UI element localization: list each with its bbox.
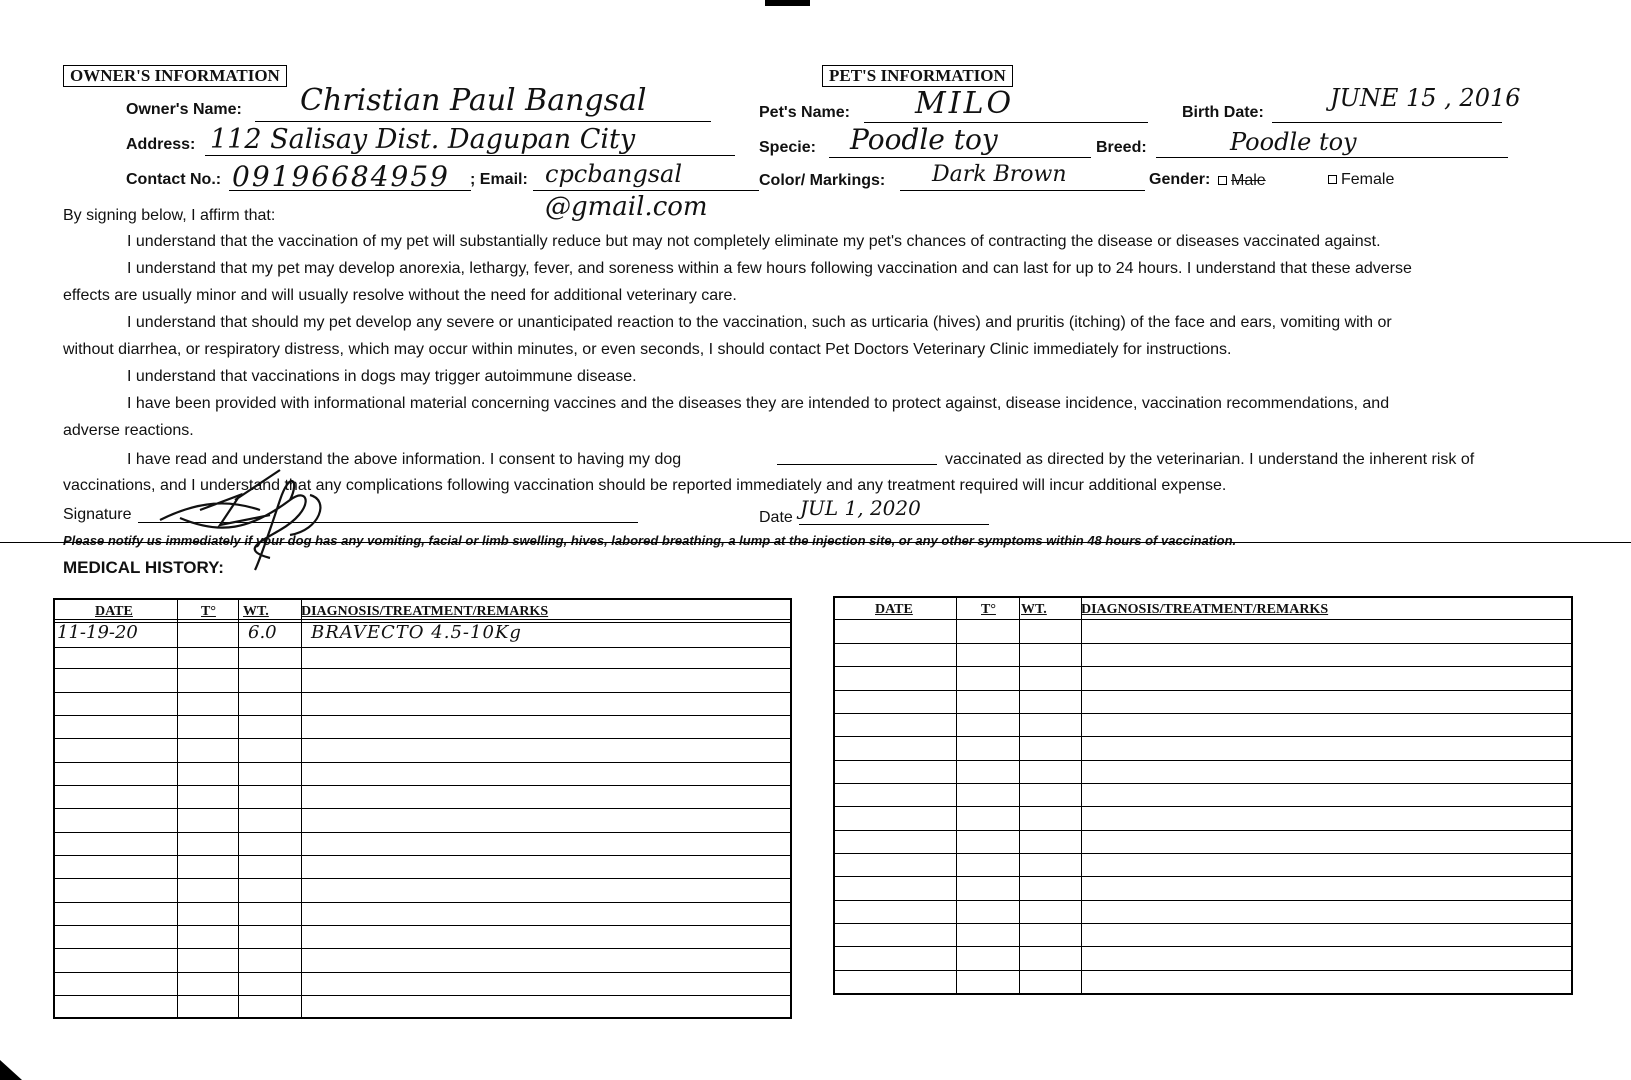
contact-label: Contact No.: — [126, 171, 222, 188]
gender-label: Gender: — [1149, 171, 1211, 188]
col-temp-right: T° — [981, 602, 996, 617]
row1-remarks: BRAVECTO 4.5-10Kg — [311, 622, 522, 643]
breed-value: Poodle toy — [1230, 128, 1357, 156]
affirm-p2b: effects are usually minor and will usually resolve without the need for additional veterinary care. — [63, 287, 737, 304]
color-line — [900, 190, 1145, 191]
male-label: Male — [1231, 172, 1266, 189]
scan-artifact — [0, 1060, 22, 1080]
notice-text: Please notify us immediately if your dog has any vomiting, facial or limb swelling, hives, labored breathing, a lump at the injection site, or any other symptoms within 48 hours of vaccination. — [63, 533, 1237, 548]
color-label: Color/ Markings: — [759, 172, 886, 189]
owner-name-line — [255, 121, 711, 122]
female-checkbox-icon — [1328, 175, 1337, 184]
affirm-intro: By signing below, I affirm that: — [63, 207, 276, 224]
owner-heading: OWNER'S INFORMATION — [63, 65, 287, 87]
scan-artifact — [765, 0, 810, 6]
contact-value: 09196684959 — [232, 160, 450, 193]
col-temp: T° — [201, 604, 216, 619]
pet-name-value: MILO — [915, 86, 1015, 121]
medical-history-heading: MEDICAL HISTORY: — [63, 558, 224, 577]
col-remarks: DIAGNOSIS/TREATMENT/REMARKS — [301, 604, 549, 619]
email-value-2: @gmail.com — [545, 192, 708, 222]
owner-name-label: Owner's Name: — [126, 101, 242, 118]
birth-date-label: Birth Date: — [1182, 104, 1264, 121]
specie-value: Poodle toy — [850, 123, 998, 156]
email-line — [533, 190, 759, 191]
owner-name-value: Christian Paul Bangsal — [300, 83, 647, 118]
email-label: ; Email: — [470, 171, 528, 188]
col-date: DATE — [95, 604, 133, 619]
affirm-p3b: without diarrhea, or respiratory distress, which may occur within minutes, or even seconds, I should contact Pet Doctors Veterinary Clinic immediately for instructions. — [63, 341, 1232, 358]
male-checkbox[interactable] — [1218, 172, 1266, 190]
affirm-p6a-start: I have read and understand the above information. I consent to having my dog — [127, 451, 682, 468]
date-value: JUL 1, 2020 — [800, 496, 921, 520]
female-checkbox[interactable] — [1328, 171, 1394, 189]
signature-label: Signature — [63, 506, 132, 523]
affirm-p6b: vaccinations, and I understand that any complications following vaccination should be reported immediately and any treatment required will incur additional expense. — [63, 477, 1227, 494]
medical-history-table-right — [833, 596, 1573, 995]
affirm-p5b: adverse reactions. — [63, 422, 194, 439]
affirm-p3a: I understand that should my pet develop any severe or unanticipated reaction to the vaccination, such as urticaria (hives) and pruritis (itching) of the face and ears, vomiting with or — [127, 314, 1392, 331]
affirm-p6a-end: vaccinated as directed by the veterinarian. I understand the inherent risk of — [945, 451, 1475, 468]
breed-label: Breed: — [1096, 139, 1147, 156]
row1-weight: 6.0 — [248, 622, 277, 643]
fold-line — [0, 542, 1631, 543]
birth-date-value: JUNE 15 , 2016 — [1330, 84, 1521, 112]
address-label: Address: — [126, 136, 196, 153]
affirm-p5a: I have been provided with informational material concerning vaccines and the diseases they are intended to protect against, disease incidence, vaccination recommendations, and — [127, 395, 1390, 412]
address-line — [205, 155, 735, 156]
breed-line — [1156, 157, 1508, 158]
col-weight: WT. — [243, 604, 269, 619]
affirm-p4: I understand that vaccinations in dogs may trigger autoimmune disease. — [127, 368, 637, 385]
male-checkbox-icon — [1218, 176, 1227, 185]
date-line — [799, 524, 989, 525]
color-value: Dark Brown — [932, 162, 1067, 187]
row1-date: 11-19-20 — [57, 622, 138, 643]
birth-date-line — [1272, 122, 1502, 123]
col-date-right: DATE — [875, 602, 913, 617]
pet-heading: PET'S INFORMATION — [822, 65, 1013, 87]
email-value: cpcbangsal — [545, 160, 683, 188]
dog-name-line — [777, 464, 937, 465]
affirm-p2a: I understand that my pet may develop anorexia, lethargy, fever, and soreness within a few hours following vaccination and can last for up to 24 hours. I understand that these adverse — [127, 260, 1412, 277]
specie-label: Specie: — [759, 139, 816, 156]
affirm-p1: I understand that the vaccination of my pet will substantially reduce but may not completely eliminate my pet's chances of contracting the disease or diseases vaccinated against. — [127, 233, 1381, 250]
col-weight-right: WT. — [1021, 602, 1047, 617]
date-label: Date — [759, 509, 793, 526]
address-value: 112 Salisay Dist. Dagupan City — [210, 124, 636, 155]
col-remarks-right: DIAGNOSIS/TREATMENT/REMARKS — [1081, 602, 1329, 617]
pet-name-label: Pet's Name: — [759, 104, 850, 121]
specie-line — [829, 157, 1091, 158]
medical-history-table-left — [53, 598, 792, 1019]
female-label: Female — [1341, 171, 1395, 188]
